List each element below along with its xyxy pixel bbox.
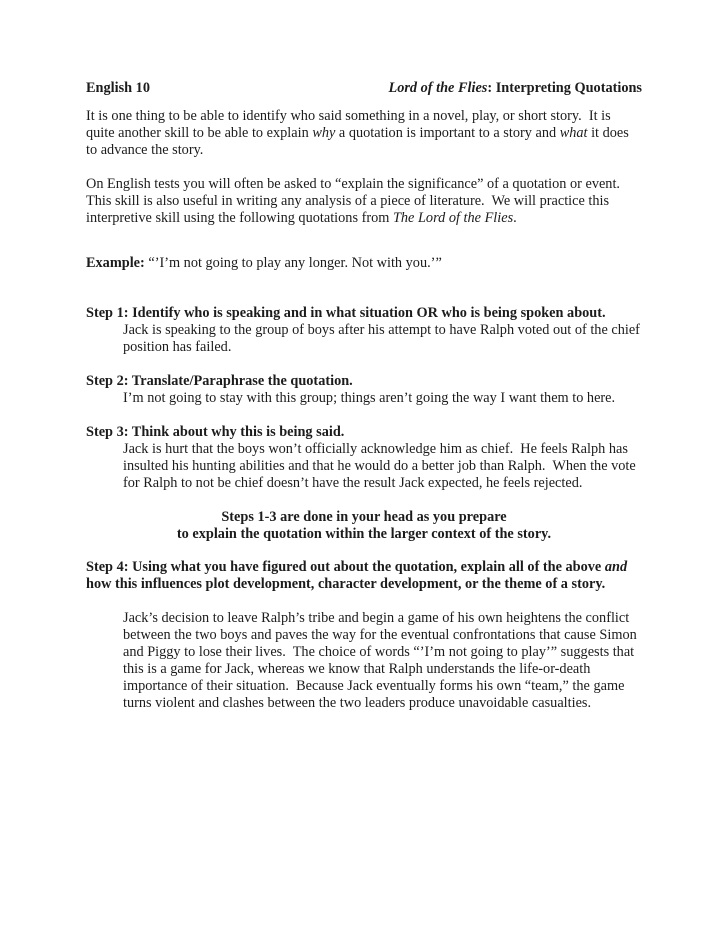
step-4-section xyxy=(86,559,642,712)
step-4-heading: Step 4: Using what you have figured out about the quotation, explain all of the above and how this influences plot development, character development, or the theme of a story. xyxy=(86,559,631,592)
step-3-body: Jack is hurt that the boys won’t officially acknowledge him as chief. He feels Ralph has insulted his hunting abilities and that he would do a better job than Ralph. When the vote for Ralph to not be chief doesn’t have the result Jack expected, he feels rejected. xyxy=(123,441,640,491)
intro-paragraph-2: On English tests you will often be asked to “explain the significance” of a quotation or event. This skill is also useful in writing any analysis of a piece of literature. We will practice this interpretive skill using the following quotations from The Lord of the Flies. xyxy=(86,176,627,226)
step-1-heading: Step 1: Identify who is speaking and in what situation OR who is being spoken about. xyxy=(86,305,606,321)
document-header xyxy=(86,80,642,97)
step-3-section xyxy=(86,424,642,492)
document-page xyxy=(86,80,642,712)
step-4-body: Jack’s decision to leave Ralph’s tribe and begin a game of his own heightens the conflict between the two boys and paves the way for the eventual confrontations that cause Simon and Piggy to lose their lives. The choice of words “’I’m not going to play’” suggests that this is a game for Jack, whereas we know that Ralph understands the life-or-death importance of their situation. Because Jack eventually forms his own “team,” the game turns violent and clashes between the two leaders produce unavoidable casualties. xyxy=(123,610,641,711)
steps-note-line-2: to explain the quotation within the larger context of the story. xyxy=(176,526,552,542)
document-title: Lord of the Flies: Interpreting Quotations xyxy=(388,80,642,96)
step-1-section xyxy=(86,305,642,356)
intro-paragraph-1: It is one thing to be able to identify who said something in a novel, play, or short story. It is quite another skill to be able to explain why a quotation is important to a story and what it does to advance the story. xyxy=(86,108,633,158)
step-3-heading: Step 3: Think about why this is being said. xyxy=(86,424,345,440)
steps-1-3-note xyxy=(86,509,642,543)
step-2-heading: Step 2: Translate/Paraphrase the quotation. xyxy=(86,373,353,389)
example-line: Example: “’I’m not going to play any longer. Not with you.’” xyxy=(86,255,442,271)
steps-note-line-1: Steps 1-3 are done in your head as you prepare xyxy=(221,509,507,525)
step-1-body: Jack is speaking to the group of boys after his attempt to have Ralph voted out of the chief position has failed. xyxy=(123,322,644,355)
course-label: English 10 xyxy=(86,80,150,96)
step-2-section xyxy=(86,373,642,407)
step-2-body: I’m not going to stay with this group; things aren’t going the way I want them to here. xyxy=(123,390,616,406)
